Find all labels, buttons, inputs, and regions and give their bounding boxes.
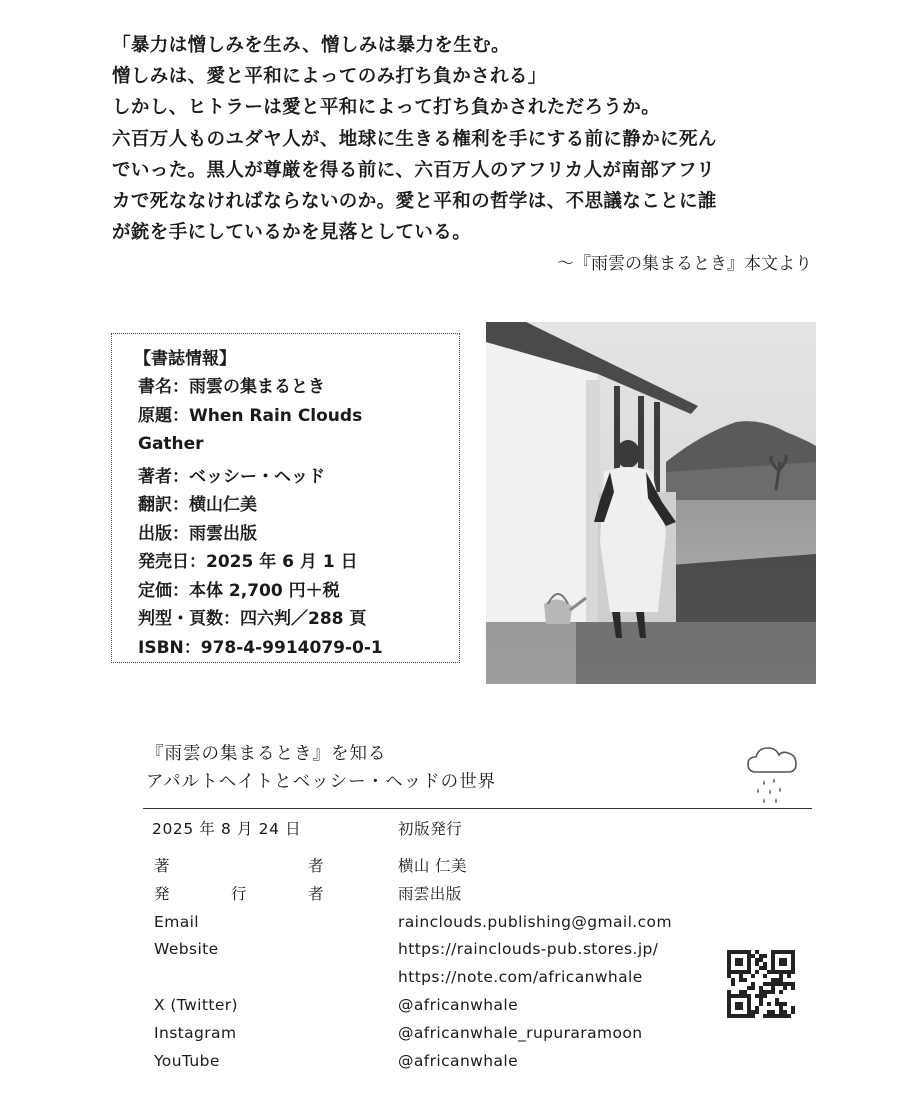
author-photo [486,322,816,684]
email-value[interactable]: rainclouds.publishing@gmail.com [398,912,672,931]
quote-line: カで死ななければならないのか。愛と平和の哲学は、不思議なことに誰 [112,191,717,213]
book-info-heading: 【書誌情報】 [134,349,236,369]
quote-line: が銃を手にしているかを見落としている。 [112,222,472,244]
instagram-label: Instagram [154,1023,237,1042]
quote-line: 六百万人ものユダヤ人が、地球に生きる権利を手にする前に静かに死ん [112,128,717,150]
quote-line: しかし、ヒトラーは愛と平和によって打ち負かされただろうか。 [112,97,661,119]
book-author: 著者：ベッシー・ヘッド [138,466,325,487]
website-row-2 [154,964,714,992]
youtube-handle[interactable]: @africanwhale [398,1051,519,1070]
publisher-row [154,881,714,909]
twitter-label: X (Twitter) [154,995,238,1014]
quote-line: 憎しみは、愛と平和によってのみ打ち負かされる」 [112,66,547,88]
book-info-box [111,333,460,663]
publisher-value: 雨雲出版 [398,884,462,903]
publisher-label: 発 行 者 [154,884,324,903]
author-row [154,853,714,881]
colophon-title-line1: 『雨雲の集まるとき』を知る [146,744,387,764]
book-publisher: 出版：雨雲出版 [138,523,257,544]
book-translator: 翻訳：横山仁美 [138,495,257,515]
quote-line: でいった。黒人が尊厳を得る前に、六百万人のアフリカ人が南部アフリ [112,159,716,181]
divider [143,808,812,809]
website-row [154,936,714,964]
book-format: 判型・頁数：四六判／288 頁 [138,609,367,629]
qr-code-icon[interactable] [727,950,795,1018]
website-label: Website [154,940,219,959]
website-link[interactable]: https://rainclouds-pub.stores.jp/ [398,940,659,959]
twitter-handle[interactable]: @africanwhale [398,995,519,1014]
quote-line: 「暴力は憎しみを生み、憎しみは暴力を生む。 [112,35,511,56]
author-label: 著 者 [154,857,324,875]
instagram-handle[interactable]: @africanwhale_rupuraramoon [398,1023,643,1042]
quote-attribution: ～『雨雲の集まるとき』本文より [557,254,812,275]
youtube-label: YouTube [154,1051,220,1070]
colophon-details [154,853,714,1075]
instagram-row [154,1020,714,1048]
book-title: 書名：雨雲の集まるとき [138,377,325,397]
email-label: Email [154,912,200,931]
youtube-row [154,1048,714,1076]
twitter-row [154,992,714,1020]
rain-cloud-icon [744,742,800,808]
publication-date: 2025 年 8 月 24 日 [152,820,302,838]
book-price: 定価：本体 2,700 円＋税 [138,580,340,601]
edition-note: 初版発行 [398,820,463,838]
colophon-title [146,740,746,796]
original-title-cont: Gather [138,434,204,454]
email-row [154,909,714,937]
quote-block [112,30,812,279]
book-isbn: ISBN：978-4-9914079-0-1 [138,637,383,658]
note-link[interactable]: https://note.com/africanwhale [398,968,643,987]
author-value: 横山 仁美 [398,857,467,875]
book-release-date: 発売日：2025 年 6 月 1 日 [138,552,358,572]
colophon-title-line2: アパルトヘイトとベッシー・ヘッドの世界 [146,772,497,792]
original-title: 原題：When Rain Clouds [138,405,363,426]
